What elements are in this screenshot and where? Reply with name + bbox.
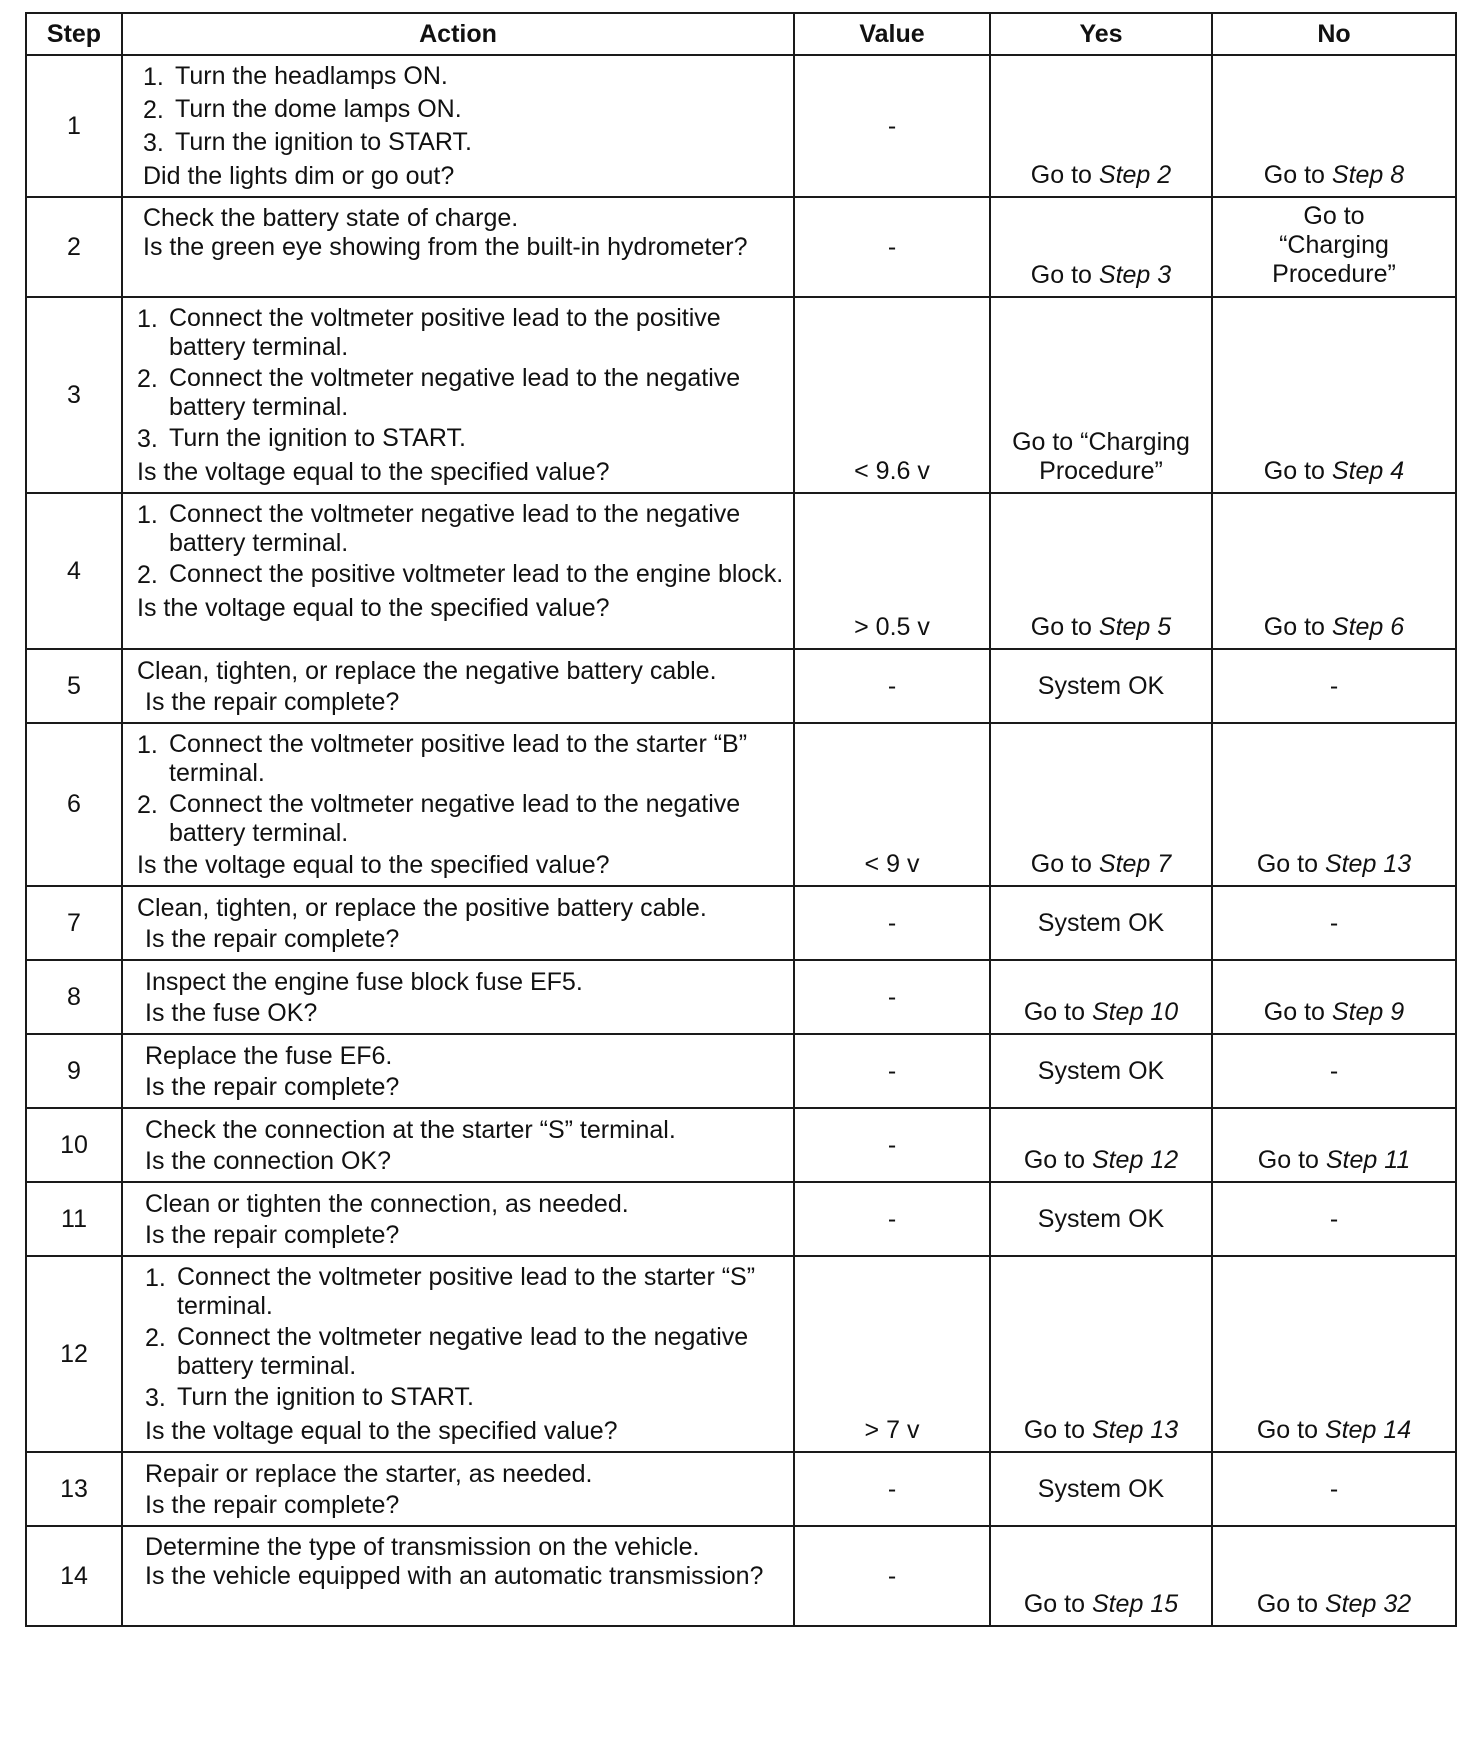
yes-cell: System OK bbox=[990, 649, 1212, 723]
action-step: 3. Turn the ignition to START. bbox=[145, 1383, 474, 1412]
no-cell: - bbox=[1212, 1452, 1456, 1526]
action-cell bbox=[122, 55, 794, 197]
action-cell bbox=[122, 493, 794, 649]
action-instruction: Clean, tighten, or replace the positive battery cable. bbox=[137, 894, 707, 922]
yes-cell: System OK bbox=[990, 886, 1212, 960]
step-number: 5 bbox=[26, 649, 122, 723]
value-cell: - bbox=[794, 886, 990, 960]
action-cell bbox=[122, 960, 794, 1034]
action-question: Is the repair complete? bbox=[145, 1491, 400, 1519]
table-row bbox=[26, 1182, 1456, 1256]
action-question: Is the fuse OK? bbox=[145, 999, 318, 1027]
table-row bbox=[26, 723, 1456, 886]
diagnostic-table bbox=[25, 12, 1457, 1627]
yes-cell: Go to Step 13 bbox=[990, 1256, 1212, 1452]
action-question: Is the vehicle equipped with an automatic transmission? bbox=[145, 1562, 764, 1590]
action-cell bbox=[122, 1452, 794, 1526]
step-number: 12 bbox=[26, 1256, 122, 1452]
action-cell bbox=[122, 723, 794, 886]
header-step: Step bbox=[26, 13, 122, 55]
step-number: 11 bbox=[26, 1182, 122, 1256]
step-number: 4 bbox=[26, 493, 122, 649]
no-cell: - bbox=[1212, 1034, 1456, 1108]
value-cell: - bbox=[794, 960, 990, 1034]
action-question: Is the voltage equal to the specified value? bbox=[145, 1417, 618, 1445]
yes-cell: Go to Step 10 bbox=[990, 960, 1212, 1034]
step-number: 9 bbox=[26, 1034, 122, 1108]
action-cell bbox=[122, 297, 794, 493]
yes-cell: Go to Step 15 bbox=[990, 1526, 1212, 1626]
action-step: 2. Connect the voltmeter negative lead to the negative battery terminal. bbox=[137, 364, 741, 421]
action-instruction: Inspect the engine fuse block fuse EF5. bbox=[145, 968, 583, 996]
table-row bbox=[26, 1108, 1456, 1182]
action-question: Did the lights dim or go out? bbox=[143, 162, 455, 190]
action-question: Is the connection OK? bbox=[145, 1147, 391, 1175]
action-step: 1. Connect the voltmeter positive lead to the positive battery terminal. bbox=[137, 304, 721, 361]
header-yes: Yes bbox=[990, 13, 1212, 55]
no-cell: - bbox=[1212, 1182, 1456, 1256]
table-row bbox=[26, 1034, 1456, 1108]
action-cell bbox=[122, 1034, 794, 1108]
value-cell: < 9.6 v bbox=[794, 297, 990, 493]
value-cell: - bbox=[794, 1108, 990, 1182]
no-cell: Go to Step 6 bbox=[1212, 493, 1456, 649]
table-row bbox=[26, 55, 1456, 197]
table-row bbox=[26, 1452, 1456, 1526]
no-cell: Go to Step 11 bbox=[1212, 1108, 1456, 1182]
header-value: Value bbox=[794, 13, 990, 55]
value-cell: - bbox=[794, 197, 990, 297]
action-instruction: Clean, tighten, or replace the negative battery cable. bbox=[137, 657, 717, 685]
table-row bbox=[26, 493, 1456, 649]
action-question: Is the voltage equal to the specified value? bbox=[137, 458, 610, 486]
value-cell: > 7 v bbox=[794, 1256, 990, 1452]
action-step: 1. Connect the voltmeter positive lead to the starter “S” terminal. bbox=[145, 1263, 756, 1320]
step-number: 13 bbox=[26, 1452, 122, 1526]
action-cell bbox=[122, 886, 794, 960]
action-question: Is the repair complete? bbox=[145, 1073, 400, 1101]
value-cell: - bbox=[794, 55, 990, 197]
action-instruction: Clean or tighten the connection, as needed. bbox=[145, 1190, 629, 1218]
step-number: 10 bbox=[26, 1108, 122, 1182]
action-step: 1. Connect the voltmeter negative lead to the negative battery terminal. bbox=[137, 500, 741, 557]
table-row bbox=[26, 649, 1456, 723]
table-row bbox=[26, 1526, 1456, 1626]
table-row bbox=[26, 297, 1456, 493]
no-cell: Go to Step 14 bbox=[1212, 1256, 1456, 1452]
header-row bbox=[26, 13, 1456, 55]
action-question: Is the repair complete? bbox=[145, 1221, 400, 1249]
no-cell: Go to “Charging Procedure” bbox=[1212, 197, 1456, 297]
action-instruction: Replace the fuse EF6. bbox=[145, 1042, 393, 1070]
value-cell: > 0.5 v bbox=[794, 493, 990, 649]
table-row bbox=[26, 886, 1456, 960]
header-action: Action bbox=[122, 13, 794, 55]
no-cell: Go to Step 8 bbox=[1212, 55, 1456, 197]
yes-cell: System OK bbox=[990, 1182, 1212, 1256]
step-number: 14 bbox=[26, 1526, 122, 1626]
action-question: Is the voltage equal to the specified value? bbox=[137, 851, 610, 879]
yes-cell: Go to Step 3 bbox=[990, 197, 1212, 297]
yes-cell: Go to Step 5 bbox=[990, 493, 1212, 649]
action-step: 2. Connect the voltmeter negative lead to the negative battery terminal. bbox=[137, 790, 741, 847]
value-cell: - bbox=[794, 1182, 990, 1256]
action-step: 2. Connect the voltmeter negative lead to the negative battery terminal. bbox=[145, 1323, 749, 1380]
step-number: 8 bbox=[26, 960, 122, 1034]
value-cell: - bbox=[794, 1526, 990, 1626]
action-cell bbox=[122, 1526, 794, 1626]
action-cell bbox=[122, 1108, 794, 1182]
table-row bbox=[26, 197, 1456, 297]
action-question: Is the voltage equal to the specified value? bbox=[137, 594, 610, 622]
value-cell: - bbox=[794, 1034, 990, 1108]
yes-cell: System OK bbox=[990, 1034, 1212, 1108]
table-row bbox=[26, 1256, 1456, 1452]
no-cell: Go to Step 9 bbox=[1212, 960, 1456, 1034]
action-question: Is the repair complete? bbox=[145, 925, 400, 953]
value-cell: < 9 v bbox=[794, 723, 990, 886]
step-number: 6 bbox=[26, 723, 122, 886]
no-cell: Go to Step 32 bbox=[1212, 1526, 1456, 1626]
yes-cell: Go to Step 7 bbox=[990, 723, 1212, 886]
action-cell bbox=[122, 197, 794, 297]
yes-cell: Go to Step 12 bbox=[990, 1108, 1212, 1182]
action-instruction: Repair or replace the starter, as needed. bbox=[145, 1460, 593, 1488]
action-cell bbox=[122, 1182, 794, 1256]
step-number: 2 bbox=[26, 197, 122, 297]
value-cell: - bbox=[794, 1452, 990, 1526]
action-cell bbox=[122, 649, 794, 723]
header-no: No bbox=[1212, 13, 1456, 55]
yes-cell: System OK bbox=[990, 1452, 1212, 1526]
step-number: 1 bbox=[26, 55, 122, 197]
no-cell: - bbox=[1212, 886, 1456, 960]
yes-cell: Go to “Charging Procedure” bbox=[990, 297, 1212, 493]
action-instruction: Check the battery state of charge. bbox=[143, 204, 519, 232]
action-step: 3. Turn the ignition to START. bbox=[143, 128, 472, 157]
step-number: 3 bbox=[26, 297, 122, 493]
action-step: 1. Connect the voltmeter positive lead to the starter “B” terminal. bbox=[137, 730, 748, 787]
no-cell: - bbox=[1212, 649, 1456, 723]
action-instruction: Determine the type of transmission on the vehicle. bbox=[145, 1533, 700, 1561]
value-cell: - bbox=[794, 649, 990, 723]
action-step: 2. Turn the dome lamps ON. bbox=[143, 95, 462, 124]
action-instruction: Check the connection at the starter “S” terminal. bbox=[145, 1116, 676, 1144]
no-cell: Go to Step 4 bbox=[1212, 297, 1456, 493]
action-cell bbox=[122, 1256, 794, 1452]
action-question: Is the green eye showing from the built-in hydrometer? bbox=[143, 233, 748, 261]
action-question: Is the repair complete? bbox=[145, 688, 400, 716]
no-cell: Go to Step 13 bbox=[1212, 723, 1456, 886]
action-step: 2. Connect the positive voltmeter lead to the engine block. bbox=[137, 560, 784, 589]
action-step: 3. Turn the ignition to START. bbox=[137, 424, 466, 453]
step-number: 7 bbox=[26, 886, 122, 960]
action-step: 1. Turn the headlamps ON. bbox=[143, 62, 448, 91]
table-row bbox=[26, 960, 1456, 1034]
yes-cell: Go to Step 2 bbox=[990, 55, 1212, 197]
